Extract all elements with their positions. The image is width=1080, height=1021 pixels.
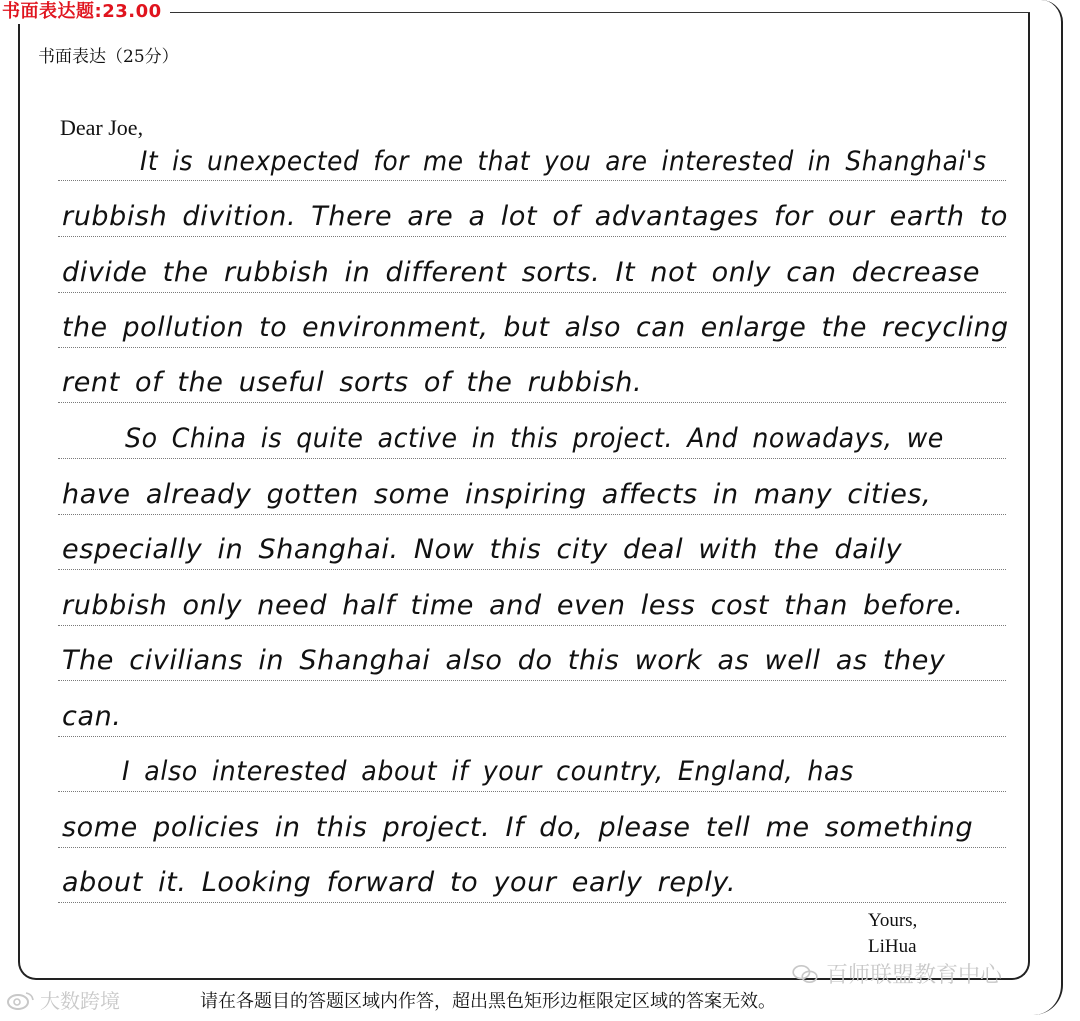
closing: Yours, [868, 910, 918, 931]
salutation: Dear Joe, [60, 115, 144, 140]
handwritten-line: have already gotten some inspiring affects in many cities, [62, 479, 932, 510]
ruled-line [58, 458, 1006, 459]
ruled-line [58, 236, 1006, 237]
ruled-line [58, 347, 1006, 348]
watermark-right [790, 958, 1002, 989]
top-rule [170, 12, 1030, 13]
handwritten-line: rent of the useful sorts of the rubbish. [62, 367, 643, 398]
watermark-left [6, 985, 120, 1014]
ruled-line [58, 902, 1006, 903]
ruled-line [58, 402, 1006, 403]
ruled-line [58, 680, 1006, 681]
weibo-icon [6, 990, 36, 1010]
footer-note: 请在各题目的答题区域内作答，超出黑色矩形边框限定区域的答案无效。 [200, 991, 776, 1012]
watermark-left-text: 大数跨境 [40, 989, 120, 1013]
handwritten-line: some policies in this project. If do, please tell me something [62, 812, 974, 843]
handwritten-line: It is unexpected for me that you are interested in Shanghai's [140, 146, 987, 177]
page-edge [1033, 0, 1063, 1015]
handwritten-line: So China is quite active in this project. And nowadays, we [125, 423, 944, 454]
ruled-line [58, 625, 1006, 626]
ruled-line [58, 292, 1006, 293]
handwritten-line: The civilians in Shanghai also do this work as well as they [62, 645, 946, 676]
handwritten-line: especially in Shanghai. Now this city deal with the daily [62, 534, 903, 565]
handwritten-line: the pollution to environment, but also can enlarge the recycling [62, 312, 1009, 343]
signature: LiHua [868, 936, 917, 957]
handwritten-line: divide the rubbish in different sorts. It not only can decrease [62, 257, 981, 288]
ruled-line [58, 847, 1006, 848]
ruled-line [58, 569, 1006, 570]
handwritten-line: about it. Looking forward to your early reply. [62, 867, 737, 898]
handwritten-line: rubbish only need half time and even less cost than before. [62, 590, 964, 621]
ruled-line [58, 514, 1006, 515]
ruled-line [58, 791, 1006, 792]
wechat-icon [790, 964, 820, 984]
handwritten-line: rubbish divition. There are a lot of advantages for our earth to [62, 201, 1009, 232]
ruled-line [58, 736, 1006, 737]
handwritten-line: can. [62, 701, 122, 732]
score-label: 书面表达题:23.00 [2, 0, 168, 24]
handwritten-line: I also interested about if your country, England, has [122, 756, 854, 787]
section-title: 书面表达（25分） [38, 47, 179, 67]
ruled-line [58, 180, 1006, 181]
watermark-right-text: 百师联盟教育中心 [826, 963, 1003, 988]
